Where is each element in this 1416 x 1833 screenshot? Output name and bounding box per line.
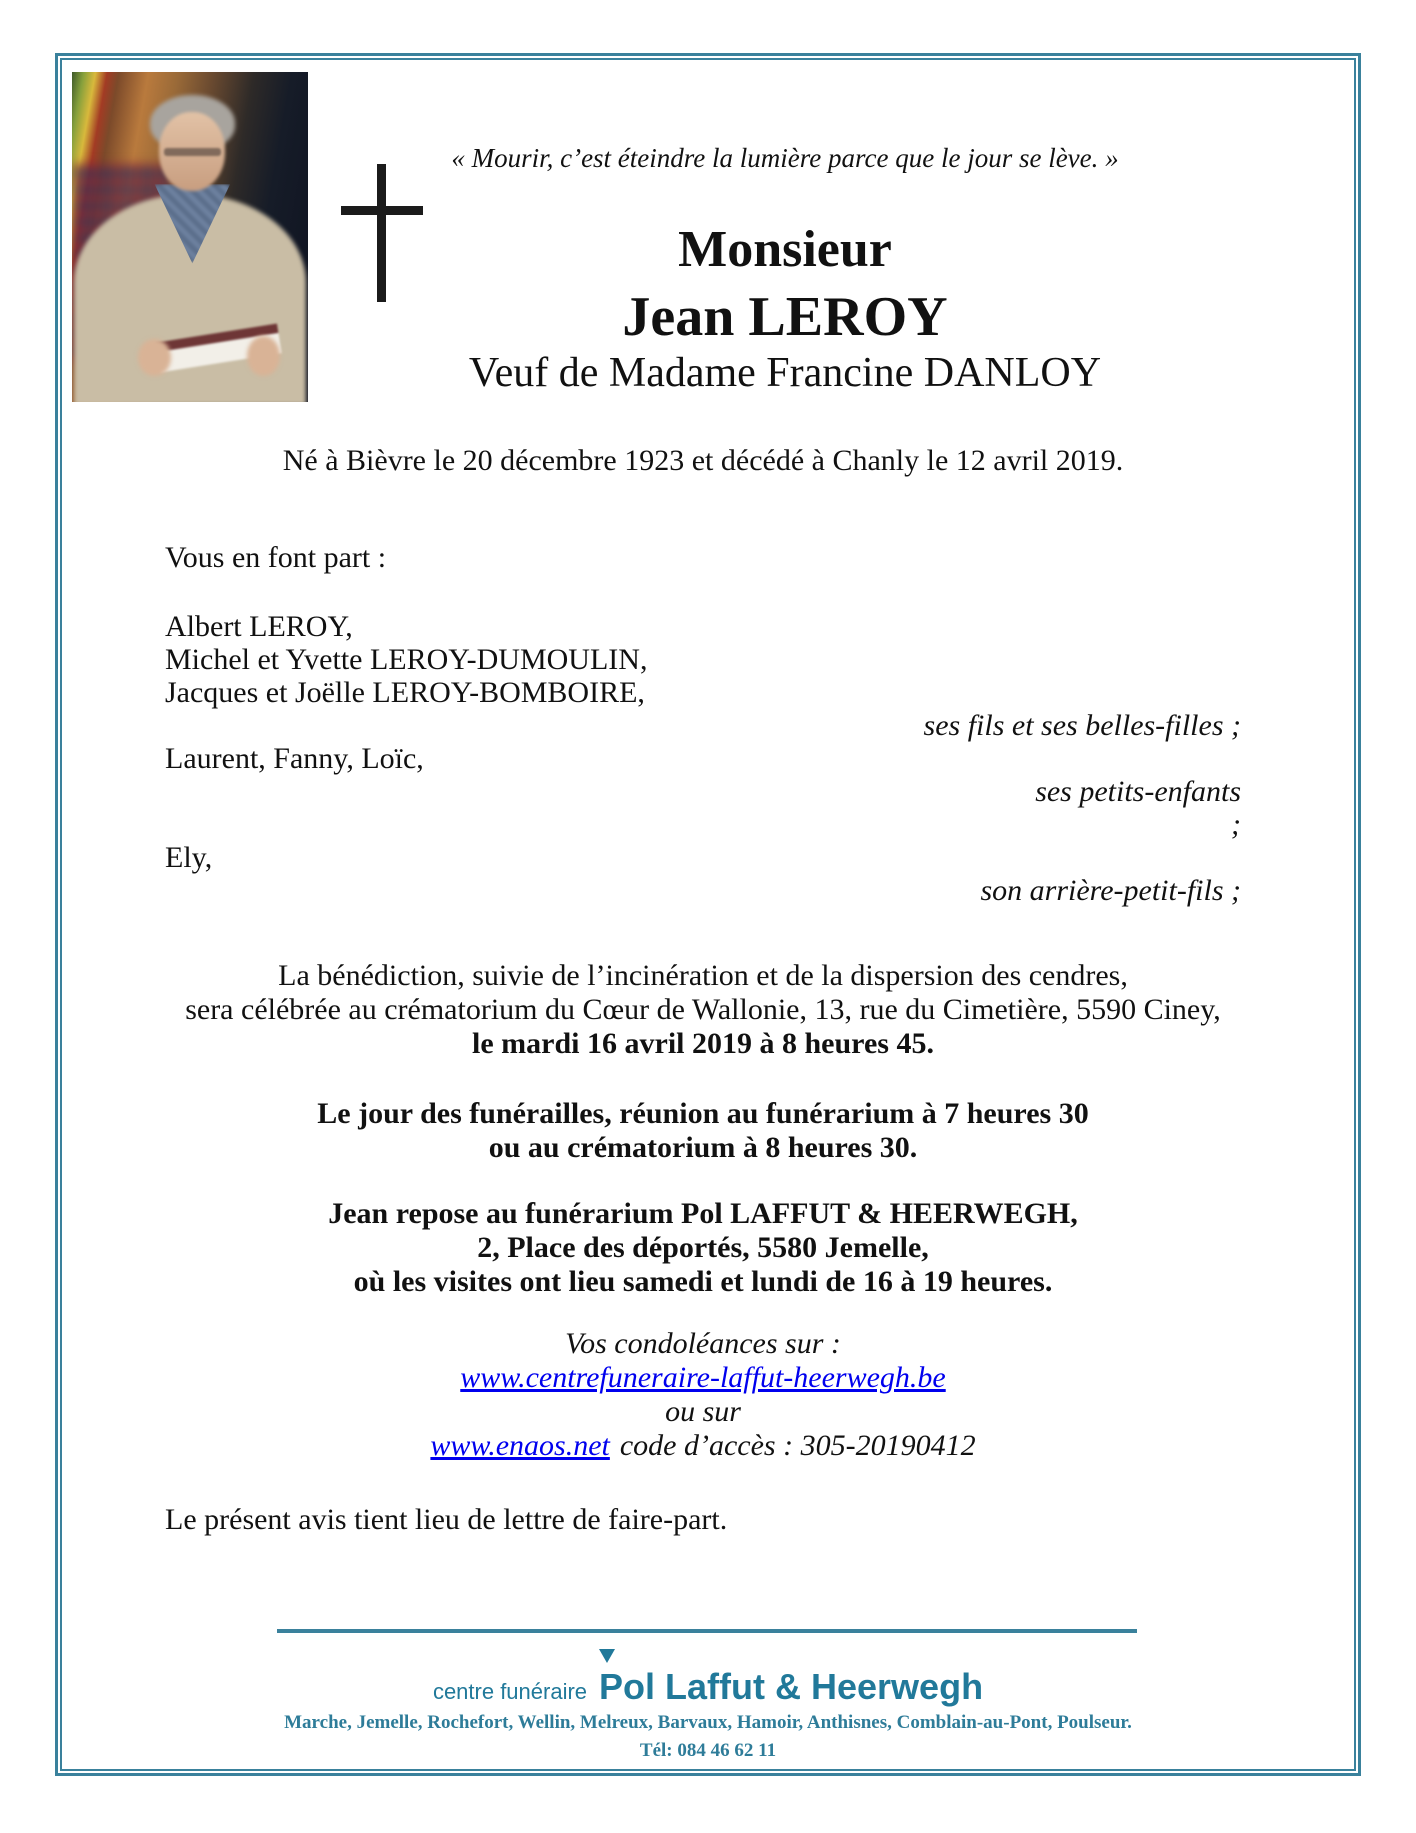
deceased-name: Jean LEROY <box>622 286 948 348</box>
legal-notice: Le présent avis tient lieu de lettre de faire-part. <box>165 1503 728 1536</box>
repose-paragraph <box>165 1197 1241 1299</box>
enaos-website-link[interactable]: www.enaos.net <box>430 1429 610 1462</box>
condolences-or-text: ou sur <box>665 1395 741 1428</box>
repose-line: 2, Place des déportés, 5580 Jemelle, <box>477 1231 929 1264</box>
family-list <box>165 610 1241 907</box>
family-relation-line: ; <box>1231 808 1241 841</box>
family-line: Jacques et Joëlle LEROY-BOMBOIRE, <box>165 676 645 709</box>
footer-locations: Marche, Jemelle, Rochefort, Wellin, Melreux, Barvaux, Hamoir, Anthisnes, Comblain-au-Pont, Poulseur. <box>284 1712 1132 1733</box>
condolences-website-link[interactable]: www.centrefuneraire-laffut-heerwegh.be <box>460 1361 946 1394</box>
access-code: code d’accès : 305-20190412 <box>619 1429 976 1462</box>
funeral-day-line: Le jour des funérailles, réunion au funérarium à 7 heures 30 <box>317 1097 1089 1130</box>
family-line: Michel et Yvette LEROY-DUMOULIN, <box>165 643 648 676</box>
repose-line: où les visites ont lieu samedi et lundi de 16 à 19 heures. <box>353 1265 1053 1298</box>
brand-prefix: centre funéraire <box>432 1679 588 1704</box>
family-relation-line: ses petits-enfants <box>1035 775 1241 808</box>
epitaph-quote: « Mourir, c’est éteindre la lumière parce que le jour se lève. » <box>451 143 1119 173</box>
family-relation-line: ses fils et ses belles-filles ; <box>923 709 1241 742</box>
deceased-relation: Veuf de Madame Francine DANLOY <box>468 350 1102 396</box>
photo-hand-shape <box>138 339 171 375</box>
photo-glasses-shape <box>164 148 221 156</box>
family-line: Laurent, Fanny, Loïc, <box>165 742 424 775</box>
repose-line: Jean repose au funérarium Pol LAFFUT & HEERWEGH, <box>328 1197 1078 1230</box>
deceased-title: Monsieur <box>678 221 892 278</box>
ceremony-paragraph <box>165 959 1241 1061</box>
brand-name: Pol Laffut & Heerwegh <box>599 1666 983 1708</box>
portrait-photo <box>72 72 308 402</box>
down-triangle-icon <box>599 1649 615 1663</box>
ceremony-date-line: le mardi 16 avril 2019 à 8 heures 45. <box>472 1027 934 1060</box>
life-dates: Né à Bièvre le 20 décembre 1923 et décédé à Chanly le 12 avril 2019. <box>282 444 1124 477</box>
announcement-intro: Vous en font part : <box>165 541 387 574</box>
funeral-day-line: ou au crématorium à 8 heures 30. <box>488 1131 918 1164</box>
family-line: Albert LEROY, <box>165 610 353 643</box>
header-block <box>308 142 1262 398</box>
condolences-paragraph <box>165 1327 1241 1463</box>
condolences-intro: Vos condoléances sur : <box>565 1327 841 1360</box>
announcement-body <box>165 444 1241 1536</box>
funeral-day-paragraph <box>165 1097 1241 1165</box>
footer-phone: Tél: 084 46 62 11 <box>639 1740 777 1761</box>
funeral-home-logo <box>278 1666 1138 1708</box>
ceremony-line: sera célébrée au crématorium du Cœur de Wallonie, 13, rue du Cimetière, 5590 Ciney, <box>185 993 1221 1026</box>
ceremony-line: La bénédiction, suivie de l’incinération et de la dispersion des cendres, <box>278 959 1128 992</box>
family-line: Ely, <box>165 841 213 874</box>
photo-hand-shape <box>247 336 280 376</box>
footer-divider <box>277 1629 1137 1633</box>
family-relation-line: son arrière-petit-fils ; <box>980 874 1241 907</box>
